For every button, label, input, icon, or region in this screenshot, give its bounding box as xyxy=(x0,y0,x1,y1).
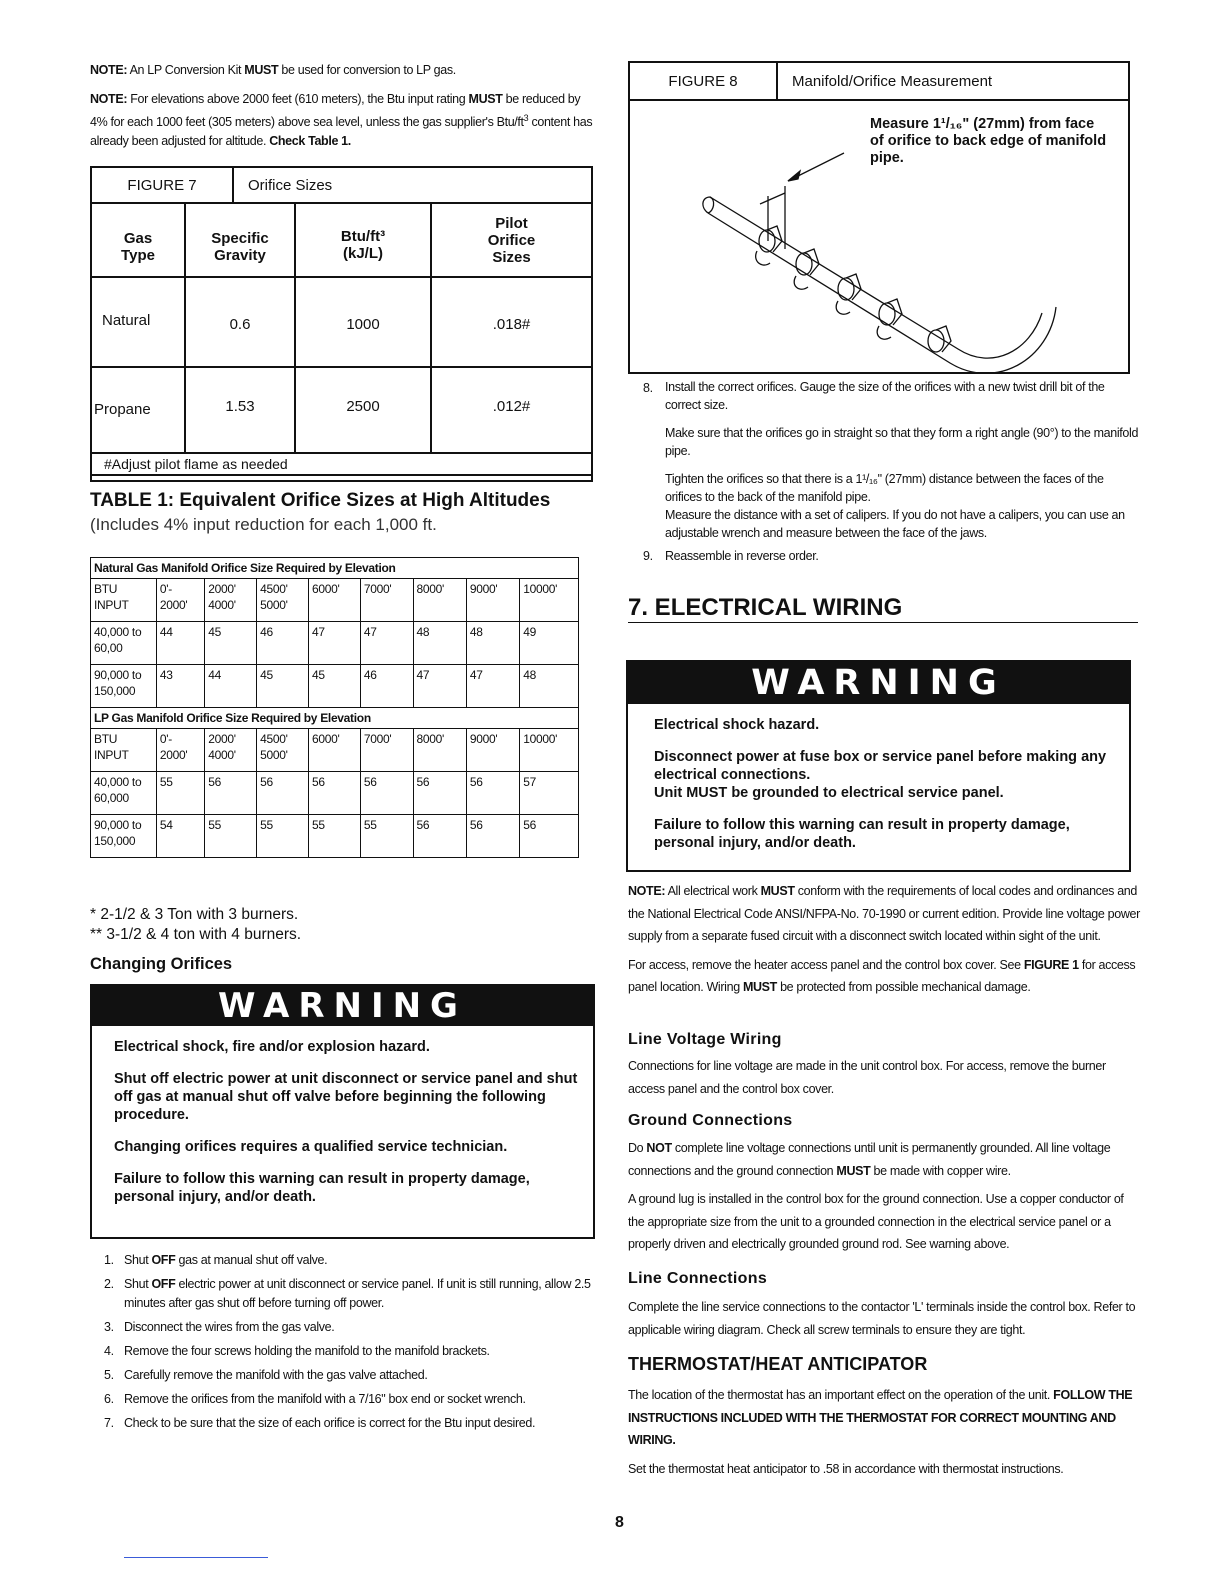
natural-row-cell: 47 xyxy=(360,622,413,665)
natural-row-cell: 90,000 to 150,000 xyxy=(91,665,157,708)
changing-orifices-heading: Changing Orifices xyxy=(90,955,233,973)
lp-row xyxy=(91,815,579,858)
lp-row-cell: 90,000 to 150,000 xyxy=(91,815,157,858)
header-btu: Btu/ft³ (kJ/L) xyxy=(295,203,431,277)
lp-header-row-cell: 4500' 5000' xyxy=(257,729,309,772)
natural-row-cell: 44 xyxy=(205,665,257,708)
natural-row-cell: 48 xyxy=(520,665,579,708)
row-propane-sg: 1.53 xyxy=(185,367,295,453)
natural-row-cell: 44 xyxy=(156,622,204,665)
natural-header-row-cell: 2000' 4000' xyxy=(205,579,257,622)
lp-row-cell: 56 xyxy=(466,772,519,815)
line-voltage-text: Connections for line voltage are made in the unit control box. For access, remove the burner access panel and the control box cover. xyxy=(628,1059,1106,1096)
electrical-access: For access, remove the heater access panel and the control box cover. See FIGURE 1 for access panel location. Wiring MUST be protected from possible mechanical damage. xyxy=(628,957,1136,994)
warning-banner-electrical: WARNING xyxy=(628,662,1129,704)
natural-header-row-cell: 4500' 5000' xyxy=(257,579,309,622)
warning-text-2: Shut off electric power at unit disconnect or service panel and shut off gas at manual shut off valve before beginning the following procedure. xyxy=(114,1071,578,1123)
electrical-text xyxy=(628,880,1142,999)
natural-row-cell: 45 xyxy=(257,665,309,708)
row-natural-pilot: .018# xyxy=(431,277,592,367)
step-item: 7. Check to be sure that the size of each orifice is correct for the Btu input desired. xyxy=(104,1416,536,1430)
header-specific-gravity: Specific Gravity xyxy=(185,203,295,277)
natural-row-cell: 46 xyxy=(360,665,413,708)
lp-header-row-cell: 6000' xyxy=(309,729,361,772)
row-natural-gas: Natural xyxy=(91,277,185,367)
natural-row-cell: 46 xyxy=(257,622,309,665)
lp-row-cell: 56 xyxy=(205,772,257,815)
lp-header-row-cell: 2000' 4000' xyxy=(205,729,257,772)
lp-header-row-cell: BTU INPUT xyxy=(91,729,157,772)
thermostat-heading: THERMOSTAT/HEAT ANTICIPATOR xyxy=(628,1354,928,1374)
natural-header-row-cell: 10000' xyxy=(520,579,579,622)
table-1-subtitle: (Includes 4% input reduction for each 1,000 ft. xyxy=(90,515,437,534)
lp-header-row-cell: 9000' xyxy=(466,729,519,772)
natural-header-row xyxy=(91,579,579,622)
figure-8-callout: Measure 1¹/₁₆" (27mm) from face of orifice to back edge of manifold pipe. xyxy=(870,116,1107,166)
lp-row-cell: 55 xyxy=(156,772,204,815)
figure-7-number: FIGURE 7 xyxy=(92,168,234,202)
natural-row-cell: 45 xyxy=(309,665,361,708)
lp-header-row-cell: 10000' xyxy=(520,729,579,772)
warning-text-4: Failure to follow this warning can result in property damage, personal injury, and/or death. xyxy=(114,1171,530,1205)
natural-row-cell: 48 xyxy=(466,622,519,665)
table-1-title: TABLE 1: Equivalent Orifice Sizes at High Altitudes xyxy=(90,490,551,511)
natural-gas-heading: Natural Gas Manifold Orifice Size Required by Elevation xyxy=(91,558,579,579)
lp-header-row-cell: 8000' xyxy=(413,729,466,772)
header-pilot-orifice: Pilot Orifice Sizes xyxy=(431,203,592,277)
natural-header-row-cell: BTU INPUT xyxy=(91,579,157,622)
figure-8 xyxy=(628,61,1130,374)
electrical-warning-1: Electrical shock hazard. xyxy=(654,717,820,733)
line-connections-heading: Line Connections xyxy=(628,1270,768,1287)
lp-header-row-cell: 7000' xyxy=(360,729,413,772)
table-1-footnote-2: ** 3-1/2 & 4 ton with 4 burners. xyxy=(90,926,302,943)
lp-row-cell: 56 xyxy=(309,772,361,815)
lp-row-cell: 56 xyxy=(413,772,466,815)
electrical-note: NOTE: All electrical work MUST conform with the requirements of local codes and ordinances and the National Electrical Code ANSI/NFPA-No. 70-1990 or current edition. Provide line voltage power supply from a separate fused circuit with a disconnect switch located within sight of the unit. xyxy=(628,884,1140,943)
lp-row-cell: 56 xyxy=(466,815,519,858)
lp-row xyxy=(91,772,579,815)
ground-connections-heading: Ground Connections xyxy=(628,1112,793,1129)
step-item: 3. Disconnect the wires from the gas valve. xyxy=(104,1320,335,1334)
lp-row-cell: 56 xyxy=(360,772,413,815)
row-natural-btu: 1000 xyxy=(295,277,431,367)
electrical-warning-2: Disconnect power at fuse box or service panel before making any electrical connections. xyxy=(654,749,1107,783)
natural-row xyxy=(91,622,579,665)
natural-row xyxy=(91,665,579,708)
step-item: 6. Remove the orifices from the manifold with a 7/16" box end or socket wrench. xyxy=(104,1392,526,1406)
warning-changing-orifices xyxy=(90,984,595,1239)
warning-electrical xyxy=(626,660,1131,872)
lp-row-cell: 56 xyxy=(257,772,309,815)
lp-row-cell: 55 xyxy=(309,815,361,858)
lp-row-cell: 55 xyxy=(360,815,413,858)
natural-row-cell: 45 xyxy=(205,622,257,665)
natural-row-cell: 47 xyxy=(309,622,361,665)
lp-row-cell: 56 xyxy=(520,815,579,858)
natural-header-row-cell: 6000' xyxy=(309,579,361,622)
natural-row-cell: 47 xyxy=(413,665,466,708)
row-propane-btu: 2500 xyxy=(295,367,431,453)
figure-8-number: FIGURE 8 xyxy=(630,63,778,99)
lp-header-row-cell: 0'- 2000' xyxy=(156,729,204,772)
changing-steps xyxy=(90,1251,605,1438)
natural-row-cell: 40,000 to 60,00 xyxy=(91,622,157,665)
lp-row-cell: 55 xyxy=(205,815,257,858)
natural-row-cell: 49 xyxy=(520,622,579,665)
electrical-warning-3: Unit MUST be grounded to electrical service panel. xyxy=(654,785,1004,801)
lp-row-cell: 54 xyxy=(156,815,204,858)
figure-7-footnote: #Adjust pilot flame as needed xyxy=(91,453,592,475)
lp-row-cell: 40,000 to 60,000 xyxy=(91,772,157,815)
note-lp-kit: NOTE: An LP Conversion Kit MUST be used for conversion to LP gas. xyxy=(90,63,456,77)
step-item: 4. Remove the four screws holding the manifold to the manifold brackets. xyxy=(104,1344,490,1358)
step-8: 8. Install the correct orifices. Gauge the size of the orifices with a new twist drill bit of the correct size. Make sure that the orifices go in straight so that they form a right angle (90°) to the manifold pipe. Tighten the orifices so that there is a 1¹/₁₆" (27mm) distance between the faces of the orifices to the back of the manifold pipe. Measure the distance with a set of calipers. If you do not have a calipers, you can use an adjustable wrench and measure between the face of the jaws. 9. Reassemble in reverse order. xyxy=(643,380,1139,563)
note-elevation: NOTE: For elevations above 2000 feet (610 meters), the Btu input rating MUST be reduced by 4% for each 1000 feet (305 meters) above sea level, unless the gas supplier's Btu/$ft^3$ content has already been adjusted for altitude. Check Table 1. xyxy=(90,92,593,149)
natural-header-row-cell: 9000' xyxy=(466,579,519,622)
natural-row-cell: 43 xyxy=(156,665,204,708)
line-connections-text: Complete the line service connections to the contactor 'L' terminals inside the control box. Refer to applicable wiring diagram. Check all screw terminals to ensure they are tight. xyxy=(628,1300,1136,1337)
warning-text-3: Changing orifices requires a qualified service technician. xyxy=(114,1139,508,1155)
warning-text-1: Electrical shock, fire and/or explosion hazard. xyxy=(114,1039,430,1055)
row-propane-pilot: .012# xyxy=(431,367,592,453)
step-item: 2. Shut OFF electric power at unit disconnect or service panel. If unit is still running, allow 2.5 minutes after gas shut off before turning off power. xyxy=(104,1277,591,1310)
page-number: 8 xyxy=(615,1514,624,1531)
lp-row-cell: 55 xyxy=(257,815,309,858)
step-item: 1. Shut OFF gas at manual shut off valve. xyxy=(104,1253,328,1267)
table-1-footnote-1: * 2-1/2 & 3 Ton with 3 burners. xyxy=(90,906,299,923)
natural-row-cell: 48 xyxy=(413,622,466,665)
header-gas-type: Gas Type xyxy=(91,203,185,277)
manifold-diagram xyxy=(630,101,1128,373)
row-natural-sg: 0.6 xyxy=(185,277,295,367)
lp-row-cell: 57 xyxy=(520,772,579,815)
thermostat-text: The location of the thermostat has an important effect on the operation of the unit. FOLLOW THE INSTRUCTIONS INCLUDED WITH THE THERMOSTAT FOR CORRECT MOUNTING AND WIRING. Set the thermostat heat anticipator to .58 in accordance with thermostat instructions. xyxy=(628,1388,1133,1476)
electrical-wiring-heading: 7. ELECTRICAL WIRING xyxy=(628,594,1138,623)
footer-rule xyxy=(124,1557,268,1558)
lp-header-row xyxy=(91,729,579,772)
orifice-sizes-table xyxy=(90,202,593,476)
step-item: 5. Carefully remove the manifold with the gas valve attached. xyxy=(104,1368,428,1382)
natural-header-row-cell: 7000' xyxy=(360,579,413,622)
natural-header-row-cell: 0'- 2000' xyxy=(156,579,204,622)
altitude-table xyxy=(90,557,579,858)
ground-connections-text: Do NOT complete line voltage connections until unit is permanently grounded. All line voltage connections and the ground connection MUST be made with copper wire. A ground lug is installed in the control box for the ground connection. Use a copper conductor of the appropriate size from the unit to a grounded connection in the electrical service panel or a properly driven and electrically grounded ground rod. See warning above. xyxy=(628,1141,1124,1251)
lp-row-cell: 56 xyxy=(413,815,466,858)
lp-gas-heading: LP Gas Manifold Orifice Size Required by Elevation xyxy=(91,708,579,729)
natural-row-cell: 47 xyxy=(466,665,519,708)
figure-8-title: Manifold/Orifice Measurement xyxy=(792,72,993,90)
line-voltage-heading: Line Voltage Wiring xyxy=(628,1031,782,1048)
figure-7-title: Orifice Sizes xyxy=(248,176,333,194)
figure-7 xyxy=(90,166,593,482)
warning-banner: WARNING xyxy=(92,986,593,1026)
electrical-warning-4: Failure to follow this warning can result in property damage, personal injury, and/or death. xyxy=(654,817,1070,851)
row-propane-gas: Propane xyxy=(91,367,185,453)
natural-header-row-cell: 8000' xyxy=(413,579,466,622)
